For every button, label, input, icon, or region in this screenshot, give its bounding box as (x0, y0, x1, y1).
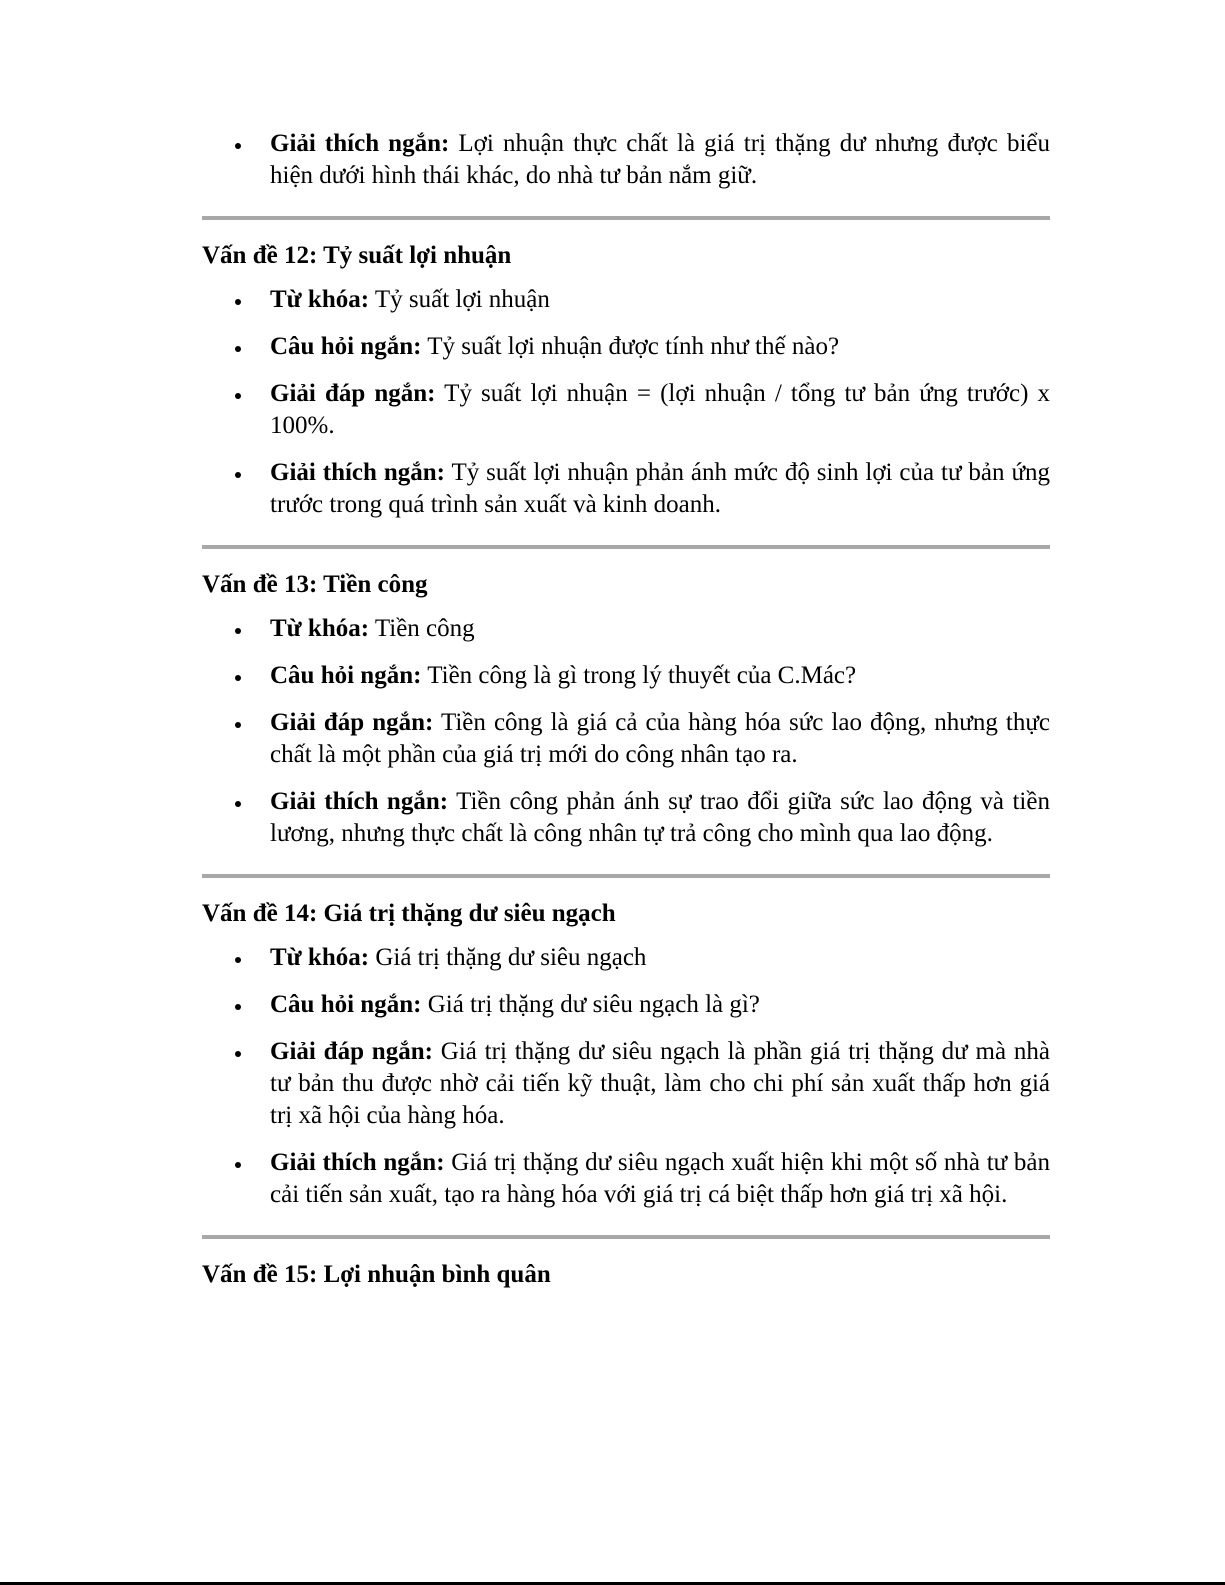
list-item (202, 707, 1050, 771)
item-text: Lợi nhuận thực chất là giá trị thặng dư nhưng được biểu hiện dưới hình thái khác, do nhà tư bản nắm giữ. (270, 130, 1050, 189)
section-divider (202, 1235, 1050, 1239)
item-text: Tiền công là giá cả của hàng hóa sức lao động, nhưng thực chất là một phần của giá trị mới do công nhân tạo ra. (270, 709, 1050, 768)
list-item (202, 989, 1050, 1021)
item-text: Giá trị thặng dư siêu ngạch xuất hiện khi một số nhà tư bản cải tiến sản xuất, tạo ra hàng hóa với giá trị cá biệt thấp hơn giá trị xã hội. (270, 1149, 1050, 1208)
item-label: Từ khóa: (270, 944, 370, 971)
item-label: Giải đáp ngắn: (270, 1038, 433, 1065)
item-label: Câu hỏi ngắn: (270, 333, 422, 360)
section-list (202, 284, 1050, 521)
section-title: Vấn đề 15: Lợi nhuận bình quân (202, 1261, 551, 1288)
section-issue-15 (202, 1259, 1050, 1291)
intro-list (202, 128, 1050, 192)
item-label: Giải thích ngắn: (270, 788, 449, 815)
section-title: Vấn đề 12: Tỷ suất lợi nhuận (202, 242, 512, 269)
item-label: Từ khóa: (270, 286, 370, 313)
section-issue-14 (202, 898, 1050, 1211)
item-text: Tỷ suất lợi nhuận = (lợi nhuận / tổng tư bản ứng trước) x 100%. (270, 380, 1051, 439)
item-label: Giải thích ngắn: (270, 1149, 445, 1176)
item-text: Tỷ suất lợi nhuận phản ánh mức độ sinh lợi của tư bản ứng trước trong quá trình sản xuất và kinh doanh. (270, 459, 1050, 518)
item-text: Tiền công là gì trong lý thuyết của C.Mác? (421, 662, 857, 689)
list-item (202, 660, 1050, 692)
item-text: Tiền công phản ánh sự trao đổi giữa sức lao động và tiền lương, nhưng thực chất là công nhân tự trả công cho mình qua lao động. (270, 788, 1050, 847)
document-content (202, 128, 1050, 1303)
list-item (202, 1147, 1050, 1211)
item-label: Giải đáp ngắn: (270, 380, 436, 407)
list-item (202, 942, 1050, 974)
item-text: Giá trị thặng dư siêu ngạch (369, 944, 647, 971)
section-list (202, 613, 1050, 850)
list-item (202, 128, 1050, 192)
list-item (202, 1036, 1050, 1132)
list-item (202, 331, 1050, 363)
list-item (202, 284, 1050, 316)
item-label: Từ khóa: (270, 615, 370, 642)
item-label: Câu hỏi ngắn: (270, 662, 422, 689)
item-label: Câu hỏi ngắn: (270, 991, 422, 1018)
section-list (202, 942, 1050, 1211)
list-item (202, 378, 1050, 442)
item-label: Giải đáp ngắn: (270, 709, 434, 736)
list-item (202, 613, 1050, 645)
list-item (202, 786, 1050, 850)
item-text: Tiền công (369, 615, 475, 642)
list-item (202, 457, 1050, 521)
item-text: Tỷ suất lợi nhuận (369, 286, 550, 313)
section-issue-13 (202, 569, 1050, 850)
section-title: Vấn đề 13: Tiền công (202, 571, 428, 598)
section-issue-12 (202, 240, 1050, 521)
section-divider (202, 874, 1050, 878)
item-text: Tỷ suất lợi nhuận được tính như thế nào? (421, 333, 840, 360)
item-text: Giá trị thặng dư siêu ngạch là phần giá trị thặng dư mà nhà tư bản thu được nhờ cải tiến kỹ thuật, làm cho chi phí sản xuất thấp hơn giá trị xã hội của hàng hóa. (270, 1038, 1050, 1129)
section-divider (202, 545, 1050, 549)
section-title: Vấn đề 14: Giá trị thặng dư siêu ngạch (202, 900, 616, 927)
item-label: Giải thích ngắn: (270, 459, 445, 486)
item-label: Giải thích ngắn: (270, 130, 450, 157)
section-divider (202, 216, 1050, 220)
item-text: Giá trị thặng dư siêu ngạch là gì? (421, 991, 760, 1018)
